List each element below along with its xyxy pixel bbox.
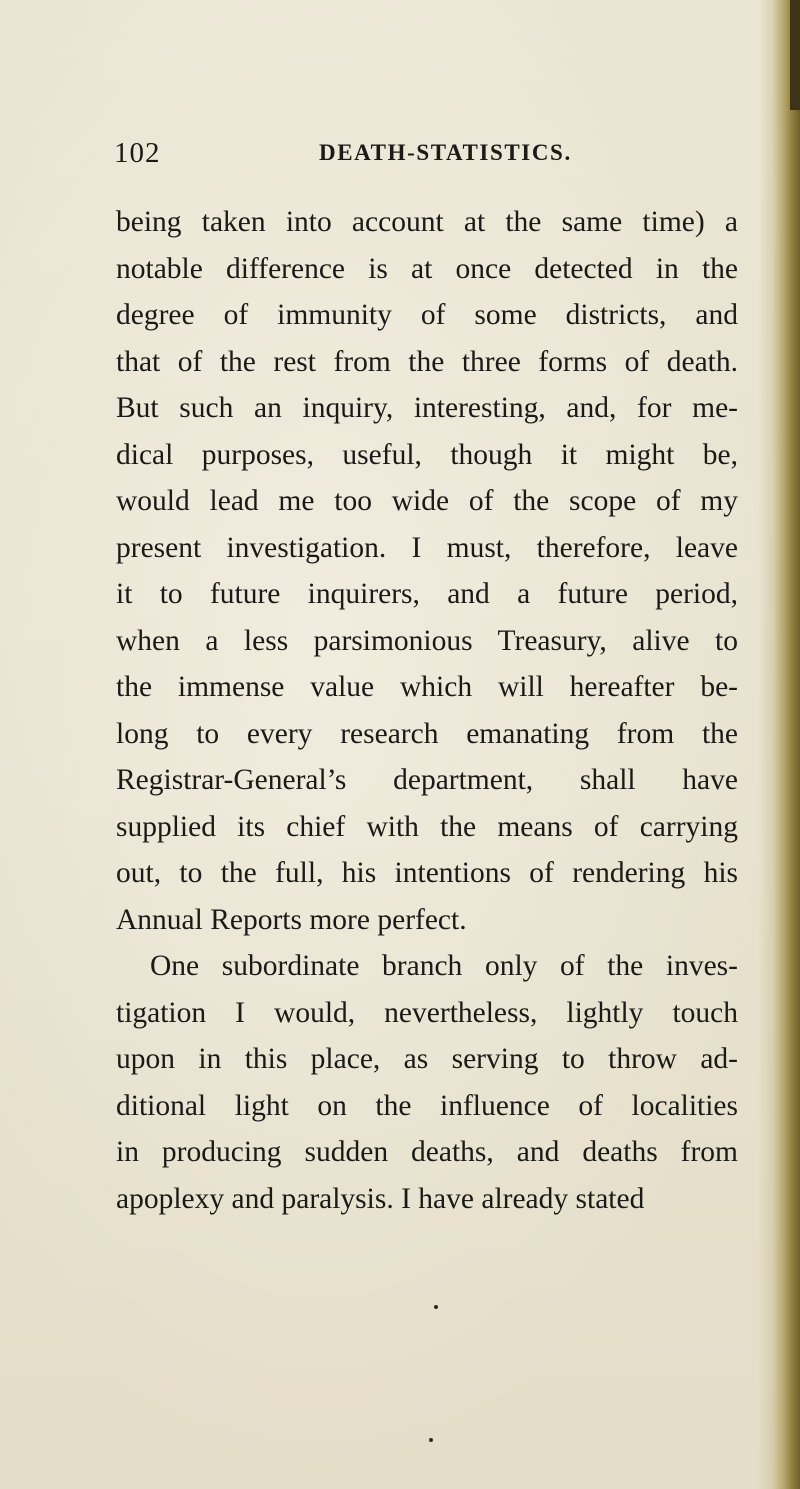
text-line: ditional light on the influence of localities — [116, 1089, 738, 1122]
text-line: apoplexy and paralysis. I have already stated — [116, 1182, 645, 1215]
text-line: long to every research emanating from the — [116, 717, 738, 750]
text-line: Registrar-General’s department, shall have — [116, 764, 738, 796]
running-head: DEATH-STATISTICS. — [319, 140, 572, 165]
text-line: degree of immunity of some districts, and — [116, 299, 738, 331]
text-line: would lead me too wide of the scope of my — [116, 485, 738, 517]
text-line: out, to the full, his intentions of rendering his — [116, 857, 738, 889]
text-line: Annual Reports more perfect. — [116, 903, 467, 936]
text-line: supplied its chief with the means of carrying — [116, 810, 738, 843]
text-line: it to future inquirers, and a future period, — [116, 578, 738, 610]
text-line: notable difference is at once detected in the — [116, 252, 738, 285]
text-line: But such an inquiry, interesting, and, for me- — [116, 392, 738, 424]
page-header — [114, 133, 760, 173]
ink-speck — [434, 1305, 438, 1309]
text-line: when a less parsimonious Treasury, alive to — [116, 624, 738, 657]
text-line: that of the rest from the three forms of death. — [116, 345, 738, 378]
page-number: 102 — [114, 137, 161, 169]
body-text — [116, 199, 738, 1222]
ink-speck — [429, 1438, 433, 1442]
text-line: dical purposes, useful, though it might be, — [116, 438, 738, 471]
text-line: present investigation. I must, therefore, leave — [116, 531, 738, 564]
text-line: upon in this place, as serving to throw ad- — [116, 1043, 738, 1075]
page-edge-shadow — [758, 0, 800, 1489]
text-line: in producing sudden deaths, and deaths from — [116, 1136, 738, 1168]
page-edge-dark-corner — [790, 0, 800, 110]
text-line: the immense value which will hereafter be- — [116, 671, 738, 703]
text-line-paragraph-start: One subordinate branch only of the inves- — [150, 950, 738, 982]
text-line: tigation I would, nevertheless, lightly touch — [116, 996, 738, 1029]
text-line: being taken into account at the same time) a — [116, 206, 738, 238]
